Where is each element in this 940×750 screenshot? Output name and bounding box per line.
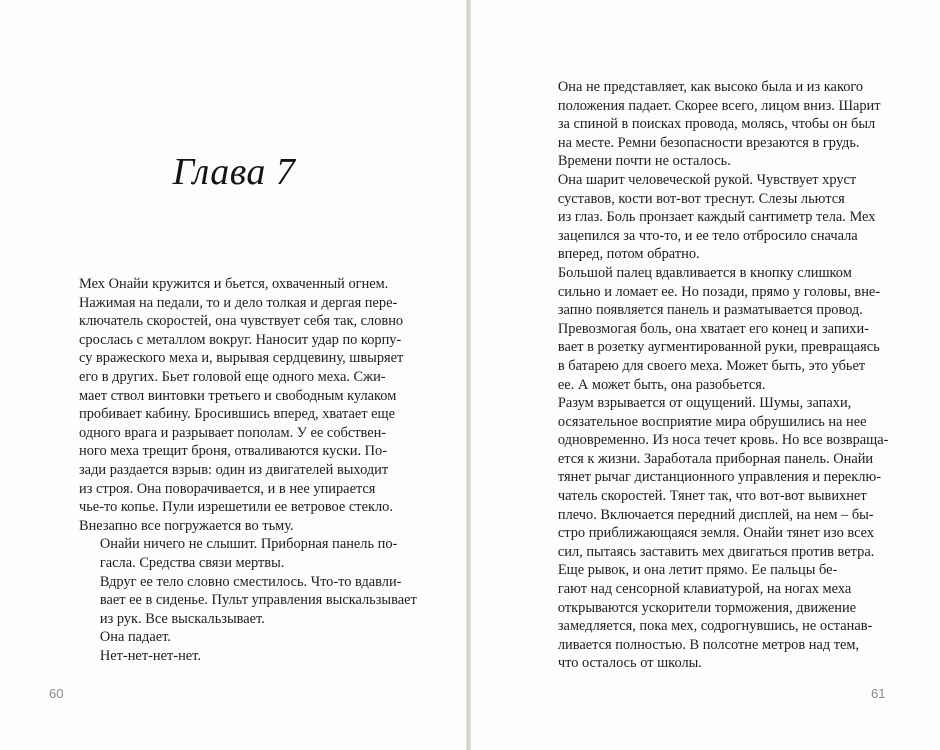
text-line: чье-то копье. Пули изрешетили ее ветровое стекло. bbox=[79, 499, 393, 516]
text-line: замедляется, пока мех, содрогнувшись, не останав- bbox=[557, 618, 873, 635]
right-page-text bbox=[537, 78, 889, 673]
text-line: за спиной в поисках провода, молясь, чтобы он был bbox=[557, 116, 876, 133]
text-line: Она не представляет, как высоко была и из какого bbox=[557, 79, 864, 95]
text-line: на месте. Ремни безопасности врезаются в грудь. bbox=[557, 134, 860, 151]
text-line: из рук. Все выскальзывает. bbox=[99, 610, 265, 627]
text-line: из строя. Она поворачивается, и в нее упирается bbox=[79, 480, 376, 497]
paragraph bbox=[79, 647, 407, 666]
text-line: Внезапно все погружается во тьму. bbox=[79, 517, 294, 534]
text-line: что осталось от школы. bbox=[557, 655, 702, 672]
text-line: сил, пытаясь заставить мех двигаться против ветра. bbox=[557, 543, 875, 560]
text-line: Мех Онайи кружится и бьется, охваченный огнем. bbox=[79, 276, 389, 292]
text-line: вперед, потом обратно. bbox=[557, 246, 700, 263]
text-line: пробивает кабину. Бросившись вперед, хватает еще bbox=[79, 406, 396, 423]
text-line: Большой палец вдавливается в кнопку слишком bbox=[557, 264, 852, 281]
text-line: срослась с металлом вокруг. Наносит удар по корпу- bbox=[79, 331, 402, 348]
text-line: вает ее в сиденье. Пульт управления выскальзывает bbox=[99, 592, 417, 609]
paragraph bbox=[537, 394, 889, 561]
text-line: суставов, кости вот-вот треснут. Слезы льются bbox=[557, 190, 845, 207]
text-line: ного меха трещит броня, отваливаются куски. По- bbox=[79, 443, 388, 460]
text-line: стро приближающаяся земля. Онайи тянет изо всех bbox=[557, 525, 875, 542]
text-line: его в других. Бьет головой еще одного меха. Сжи- bbox=[79, 368, 386, 385]
paragraph bbox=[537, 264, 881, 394]
text-line: гают над сенсорной клавиатурой, на ногах меха bbox=[557, 581, 852, 598]
paragraph bbox=[79, 535, 407, 572]
text-line: Она падает. bbox=[99, 629, 171, 646]
paragraph bbox=[79, 573, 417, 629]
text-line: одновременно. Из носа течет кровь. Но все возвраща- bbox=[557, 432, 889, 449]
text-line: ливается полностью. В полсотне метров над тем, bbox=[557, 636, 860, 653]
paragraph bbox=[537, 78, 881, 171]
text-line: ется к жизни. Заработала приборная панель. Онайи bbox=[557, 450, 874, 467]
text-line: плечо. Включается передний дисплей, на нем – бы- bbox=[557, 506, 874, 523]
text-line: запно появляется панель и разматывается провод. bbox=[557, 302, 863, 319]
text-line: зацепился за что-то, и ее тело отбросило сначала bbox=[557, 227, 858, 244]
text-line: чатель скоростей. Тянет так, что вот-вот вывихнет bbox=[557, 488, 867, 505]
text-line: ее. А может быть, она разобьется. bbox=[557, 376, 766, 393]
paragraph bbox=[537, 171, 875, 264]
text-line: Нажимая на педали, то и дело толкая и дергая пере- bbox=[79, 294, 398, 311]
text-line: осязательное восприятие мира обрушились на нее bbox=[557, 413, 867, 430]
left-page-text bbox=[79, 275, 417, 665]
text-line: положения падает. Скорее всего, лицом вниз. Шарит bbox=[557, 97, 881, 114]
text-line: одного врага и разрывает пополам. У ее собствен- bbox=[79, 424, 387, 441]
paragraph bbox=[79, 275, 407, 535]
text-line: Вдруг ее тело словно сместилось. Что-то вдавли- bbox=[99, 573, 402, 590]
chapter-title: Глава 7 bbox=[172, 151, 296, 193]
text-line: сильно и ломает ее. Но позади, прямо у головы, вне- bbox=[557, 283, 881, 300]
left-page bbox=[0, 0, 468, 750]
text-line: открываются ускорители торможения, движение bbox=[557, 599, 857, 616]
text-line: Она шарит человеческой рукой. Чувствует хруст bbox=[557, 171, 857, 188]
text-line: вает в розетку аугментированной руки, превращаясь bbox=[557, 339, 880, 356]
text-line: Разум взрывается от ощущений. Шумы, запахи, bbox=[557, 395, 852, 412]
text-line: ключатель скоростей, она чувствует себя так, словно bbox=[79, 313, 404, 330]
text-line: мает ствол винтовки третьего и свободным кулаком bbox=[79, 387, 397, 404]
text-line: тянет рычаг дистанционного управления и переклю- bbox=[557, 469, 882, 486]
text-line: Онайи ничего не слышит. Приборная панель по- bbox=[99, 536, 398, 553]
right-page bbox=[471, 0, 940, 750]
text-line: Превозмогая боль, она хватает его конец и запихи- bbox=[557, 320, 869, 337]
text-line: Еще рывок, и она летит прямо. Ее пальцы бе- bbox=[557, 562, 838, 579]
paragraph bbox=[79, 628, 407, 647]
paragraph bbox=[537, 561, 875, 673]
text-line: в батарею для своего меха. Может быть, это убьет bbox=[557, 357, 866, 374]
text-line: Времени почти не осталось. bbox=[557, 153, 731, 170]
page-number: 60 bbox=[49, 686, 64, 701]
text-line: гасла. Средства связи мертвы. bbox=[99, 554, 285, 571]
text-line: Нет-нет-нет-нет. bbox=[99, 647, 201, 664]
text-line: су вражеского меха и, вырывая сердцевину, швыряет bbox=[79, 350, 404, 367]
text-line: зади раздается взрыв: один из двигателей выходит bbox=[79, 461, 389, 478]
page-number: 61 bbox=[871, 686, 886, 701]
text-line: из глаз. Боль пронзает каждый сантиметр тела. Мех bbox=[557, 209, 876, 226]
